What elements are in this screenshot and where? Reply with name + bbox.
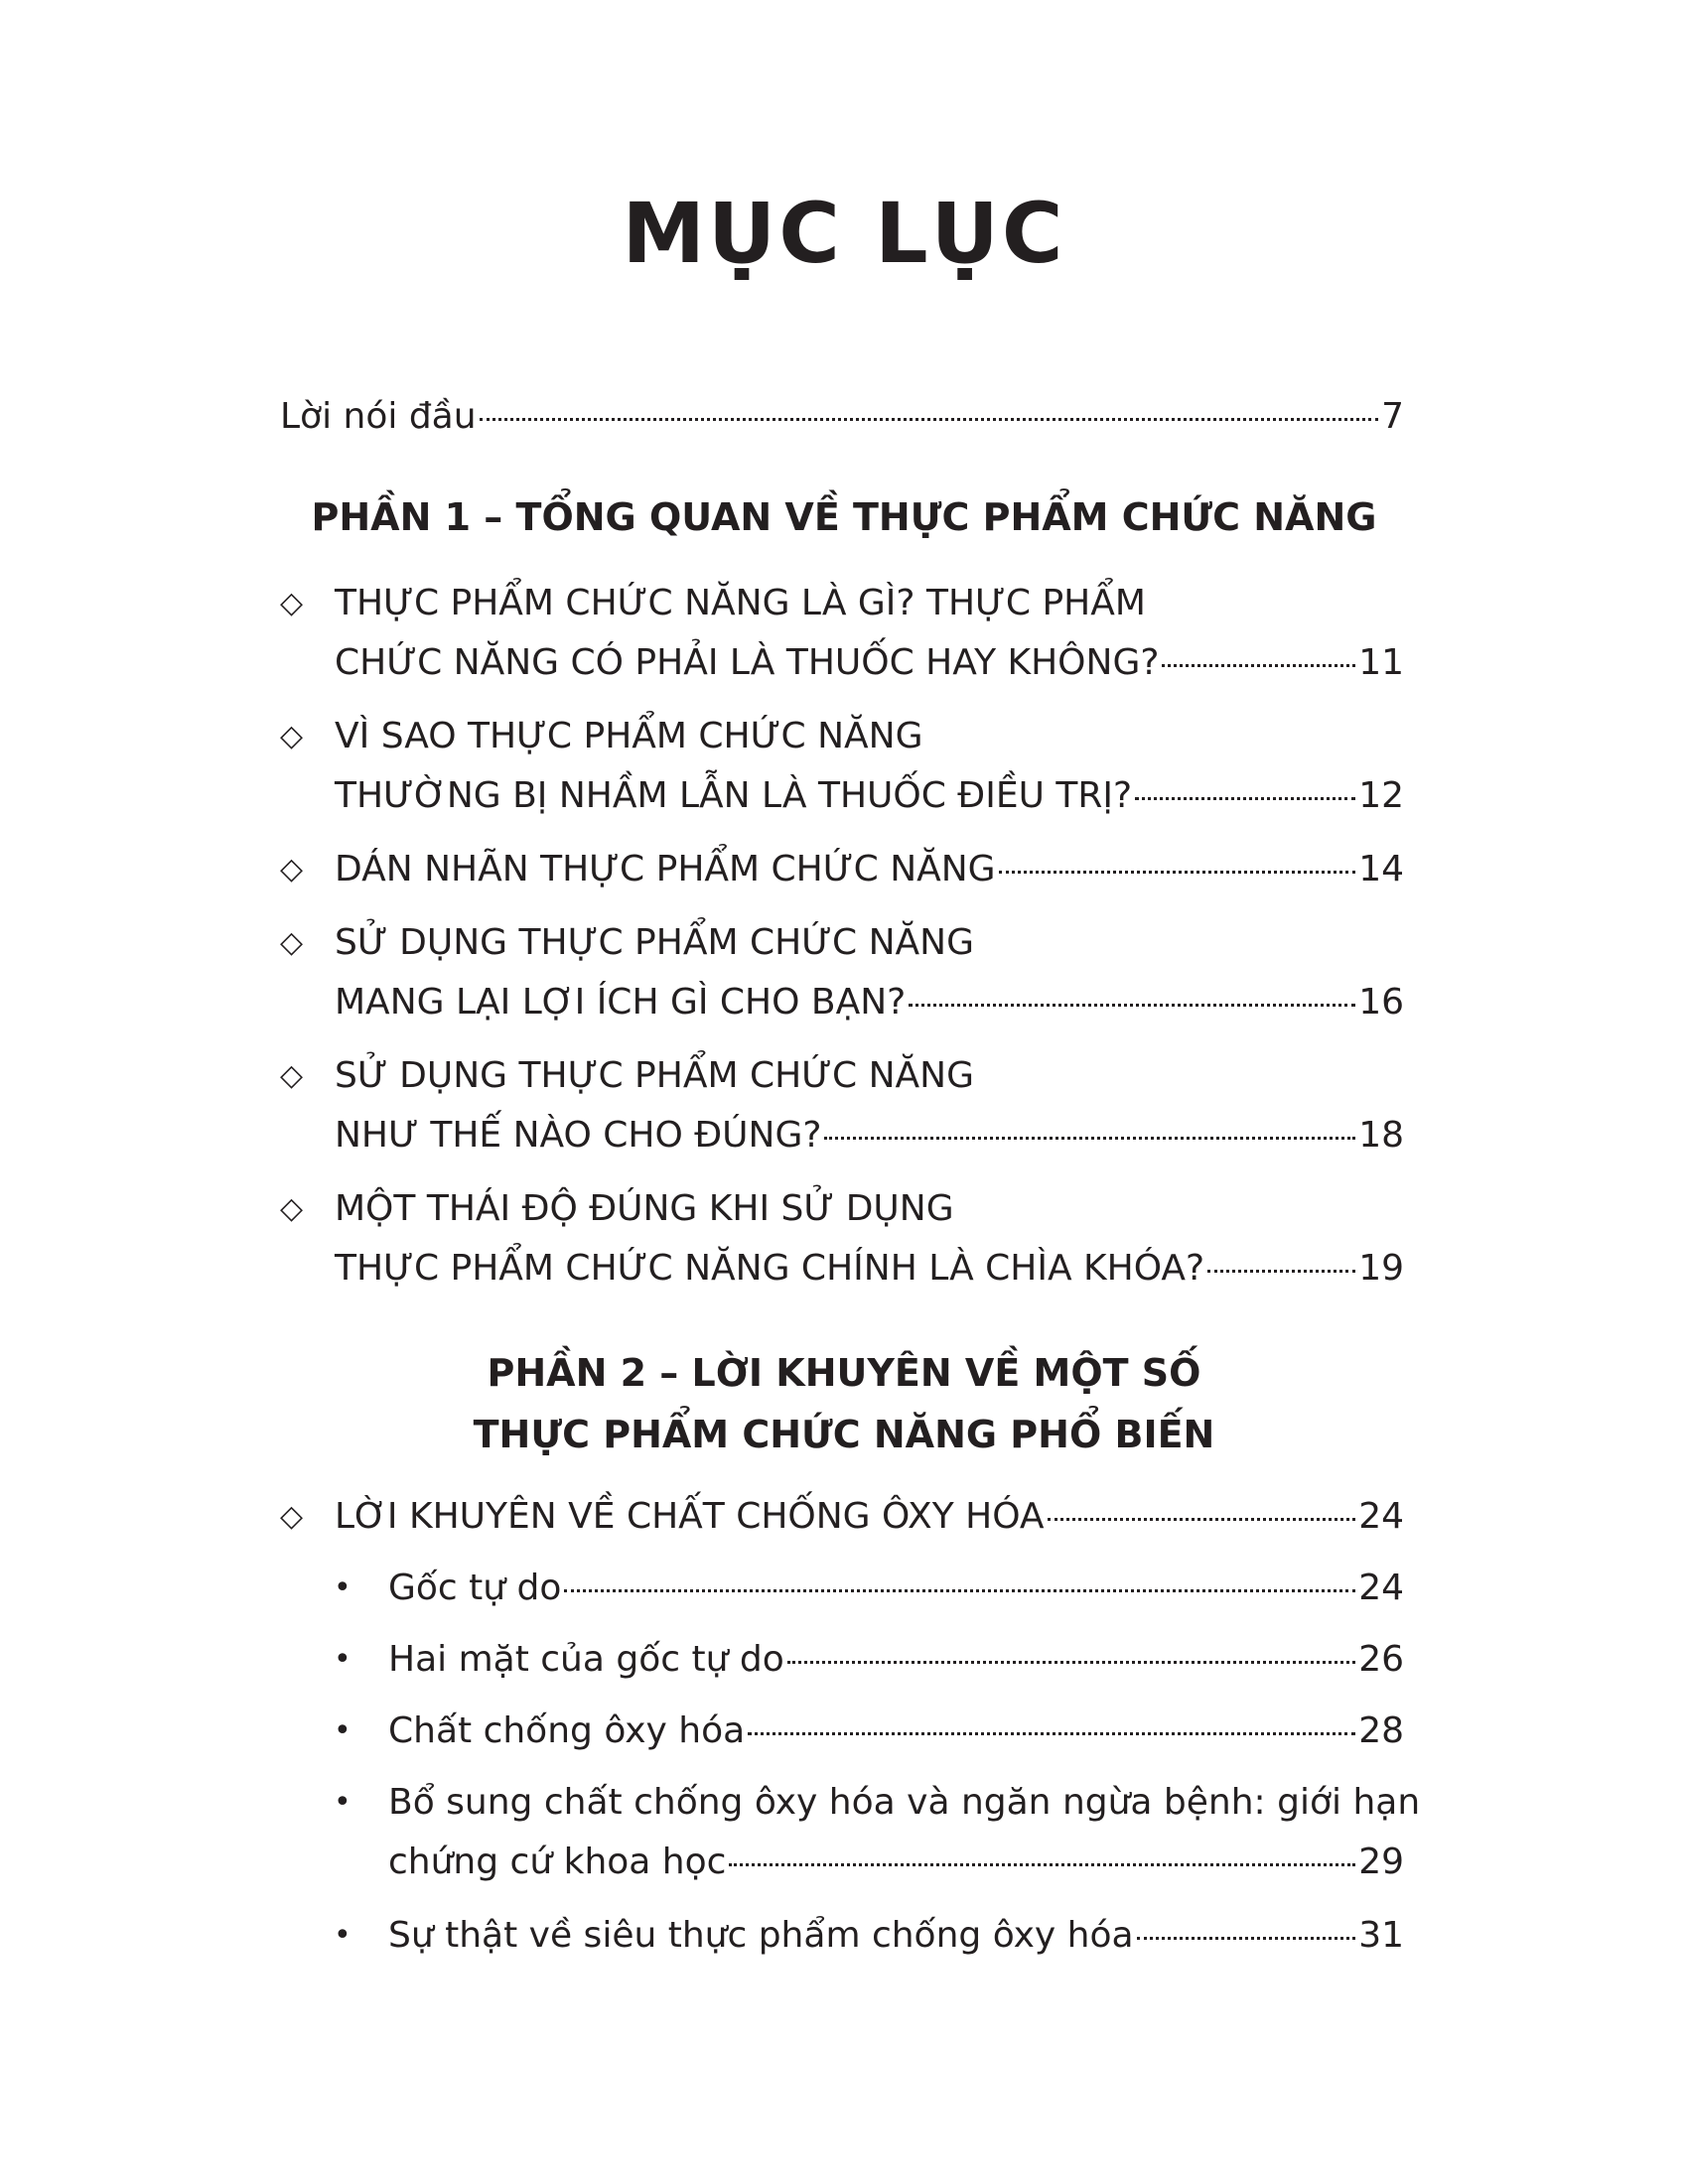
leader-dots bbox=[824, 1137, 1355, 1140]
diamond-icon: ◇ bbox=[280, 1499, 304, 1534]
bullet-icon: • bbox=[334, 1785, 352, 1820]
entry-label: Sự thật về siêu thực phẩm chống ôxy hóa bbox=[388, 1915, 1134, 1956]
leader-dots bbox=[1137, 1937, 1356, 1940]
bullet-icon: • bbox=[334, 1570, 352, 1605]
part2-heading-line1: PHẦN 2 – LỜI KHUYÊN VỀ MỘT SỐ bbox=[487, 1351, 1201, 1395]
entry-line1: MỘT THÁI ĐỘ ĐÚNG KHI SỬ DỤNG bbox=[335, 1188, 954, 1229]
leader-dots bbox=[1048, 1518, 1356, 1521]
page-number: 14 bbox=[1358, 849, 1404, 889]
part2-heading bbox=[0, 1342, 1688, 1465]
diamond-icon: ◇ bbox=[280, 1058, 304, 1093]
entry-line1: Bổ sung chất chống ôxy hóa và ngăn ngừa bệnh: giới hạn bbox=[388, 1782, 1421, 1823]
leader-dots bbox=[1207, 1270, 1355, 1273]
entry-label: Chất chống ôxy hóa bbox=[388, 1710, 746, 1751]
toc-subentry[interactable] bbox=[334, 1912, 1404, 1960]
part2-heading-line2: THỰC PHẨM CHỨC NĂNG PHỔ BIẾN bbox=[473, 1413, 1215, 1456]
entry-line1: THỰC PHẨM CHỨC NĂNG LÀ GÌ? THỰC PHẨM bbox=[335, 583, 1146, 623]
page-number: 18 bbox=[1358, 1115, 1404, 1156]
toc-entry[interactable] bbox=[280, 1185, 1404, 1293]
leader-dots bbox=[1162, 664, 1355, 667]
entry-label: LỜI KHUYÊN VỀ CHẤT CHỐNG ÔXY HÓA bbox=[335, 1496, 1045, 1537]
leader-dots bbox=[999, 871, 1356, 874]
diamond-icon: ◇ bbox=[280, 586, 304, 620]
page-number: 24 bbox=[1358, 1568, 1404, 1608]
page-number: 11 bbox=[1358, 642, 1404, 683]
entry-line2: THƯỜNG BỊ NHẦM LẪN LÀ THUỐC ĐIỀU TRỊ? bbox=[335, 775, 1133, 816]
bullet-icon: • bbox=[334, 1713, 352, 1748]
leader-dots bbox=[729, 1863, 1355, 1866]
toc-entry[interactable] bbox=[280, 919, 1404, 1026]
leader-dots bbox=[909, 1004, 1355, 1007]
diamond-icon: ◇ bbox=[280, 1191, 304, 1226]
toc-subentry[interactable] bbox=[334, 1636, 1404, 1684]
page-number: 26 bbox=[1358, 1639, 1404, 1680]
entry-label: Hai mặt của gốc tự do bbox=[388, 1639, 784, 1680]
part1-heading: PHẦN 1 – TỔNG QUAN VỀ THỰC PHẨM CHỨC NĂNG bbox=[311, 495, 1377, 539]
toc-entry[interactable] bbox=[280, 1052, 1404, 1160]
diamond-icon: ◇ bbox=[280, 852, 304, 887]
toc-entry[interactable] bbox=[280, 580, 1404, 687]
page-number: 16 bbox=[1358, 982, 1404, 1023]
entry-label: Gốc tự do bbox=[388, 1568, 562, 1608]
bullet-icon: • bbox=[334, 1918, 352, 1953]
page-number: 24 bbox=[1358, 1496, 1404, 1537]
entry-line2: CHỨC NĂNG CÓ PHẢI LÀ THUỐC HAY KHÔNG? bbox=[335, 642, 1160, 683]
entry-label: DÁN NHÃN THỰC PHẨM CHỨC NĂNG bbox=[335, 849, 996, 889]
entry-line1: SỬ DỤNG THỰC PHẨM CHỨC NĂNG bbox=[335, 922, 975, 963]
page-number: 28 bbox=[1358, 1710, 1404, 1751]
toc-entry-preface[interactable] bbox=[280, 393, 1404, 441]
toc-entry[interactable] bbox=[280, 713, 1404, 820]
page-number: 7 bbox=[1381, 396, 1404, 437]
toc-entry-antioxidant[interactable] bbox=[280, 1493, 1404, 1541]
entry-line2: THỰC PHẨM CHỨC NĂNG CHÍNH LÀ CHÌA KHÓA? bbox=[335, 1248, 1205, 1289]
entry-line2: MANG LẠI LỢI ÍCH GÌ CHO BẠN? bbox=[335, 982, 907, 1023]
leader-dots bbox=[480, 418, 1379, 421]
bullet-icon: • bbox=[334, 1642, 352, 1677]
entry-line2: NHƯ THẾ NÀO CHO ĐÚNG? bbox=[335, 1115, 822, 1156]
entry-line1: SỬ DỤNG THỰC PHẨM CHỨC NĂNG bbox=[335, 1055, 975, 1096]
toc-entry[interactable] bbox=[280, 846, 1404, 893]
page-number: 19 bbox=[1358, 1248, 1404, 1289]
leader-dots bbox=[787, 1661, 1355, 1664]
leader-dots bbox=[1135, 797, 1355, 800]
diamond-icon: ◇ bbox=[280, 719, 304, 753]
toc-subentry[interactable] bbox=[334, 1707, 1404, 1755]
page-number: 29 bbox=[1358, 1842, 1404, 1882]
diamond-icon: ◇ bbox=[280, 925, 304, 960]
page-title: MỤC LỤC bbox=[622, 185, 1066, 282]
toc-subentry[interactable] bbox=[334, 1779, 1421, 1886]
leader-dots bbox=[564, 1589, 1355, 1592]
leader-dots bbox=[748, 1732, 1355, 1735]
page-number: 31 bbox=[1358, 1915, 1404, 1956]
entry-line1: VÌ SAO THỰC PHẨM CHỨC NĂNG bbox=[335, 716, 923, 756]
toc-subentry[interactable] bbox=[334, 1565, 1404, 1612]
entry-label: Lời nói đầu bbox=[280, 396, 477, 437]
page-number: 12 bbox=[1358, 775, 1404, 816]
entry-line2: chứng cứ khoa học bbox=[388, 1842, 727, 1882]
